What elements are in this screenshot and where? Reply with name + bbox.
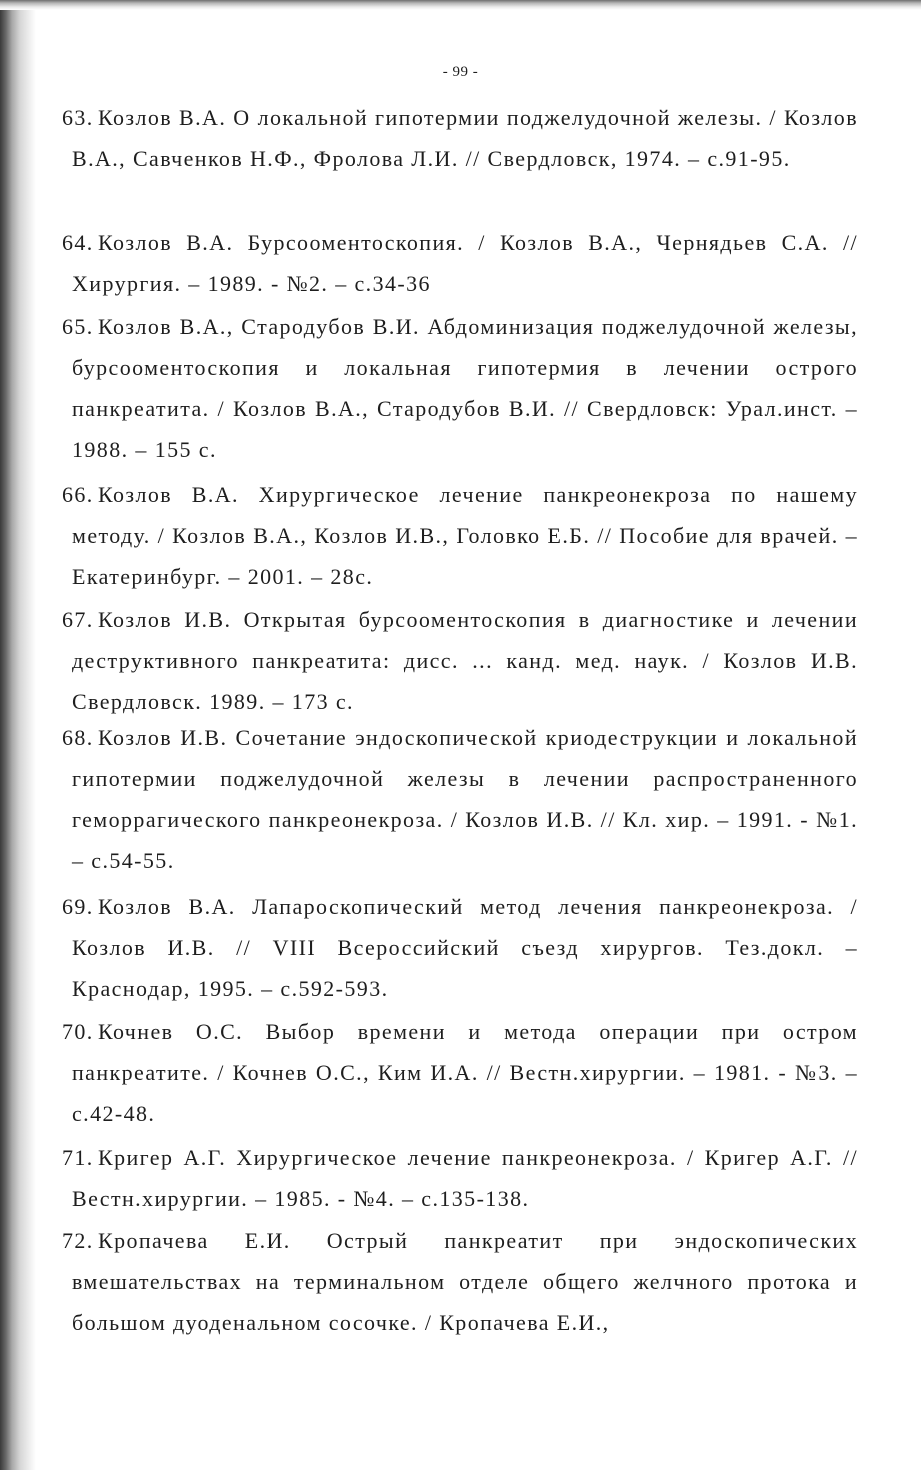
entry-number: 70. <box>62 1019 94 1044</box>
entry-number: 63. <box>62 105 94 130</box>
bibliography-entry <box>62 222 858 304</box>
entry-text: Козлов И.В. Сочетание эндоскопической криодеструкции и локальной гипотермии поджелудочной железы в лечении распространенного геморрагического панкреонекроза. / Козлов И.В. // Кл. хир. – 1991. - №1. – с.54-55. <box>72 725 858 873</box>
bibliography-entry <box>62 474 858 597</box>
bibliography-entry <box>62 886 858 1009</box>
entry-number: 64. <box>62 230 94 255</box>
entry-text: Козлов В.А. Хирургическое лечение панкреонекроза по нашему методу. / Козлов В.А., Козлов И.В., Головко Е.Б. // Пособие для врачей. – Екатеринбург. – 2001. – 28с. <box>72 482 858 589</box>
entry-text: Кочнев О.С. Выбор времени и метода операции при остром панкреатите. / Кочнев О.С., Ким И.А. // Вестн.хирургии. – 1981. - №3. – с.42-48. <box>72 1019 858 1126</box>
bibliography-entry <box>62 97 858 179</box>
entry-text: Козлов В.А. Лапароскопический метод лечения панкреонекроза. / Козлов И.В. // VIII Всероссийский съезд хирургов. Тез.докл. – Краснодар, 1995. – с.592-593. <box>72 894 858 1001</box>
entry-text: Козлов И.В. Открытая бурсооментоскопия в диагностике и лечении деструктивного панкреатита: дисс. ... канд. мед. наук. / Козлов И.В. Свердловск. 1989. – 173 с. <box>72 607 858 714</box>
entry-number: 67. <box>62 607 94 632</box>
page-number: - 99 - <box>442 64 479 80</box>
scan-edge-left <box>0 0 36 1470</box>
bibliography-entry <box>62 1011 858 1134</box>
bibliography-entry <box>62 599 858 722</box>
entry-text: Козлов В.А., Стародубов В.И. Абдоминизация поджелудочной железы, бурсооментоскопия и локальная гипотермия в лечении острого панкреатита. / Козлов В.А., Стародубов В.И. // Свердловск: Урал.инст. – 1988. – 155 с. <box>72 314 858 462</box>
entry-text: Козлов В.А. Бурсооментоскопия. / Козлов В.А., Чернядьев С.А. // Хирургия. – 1989. - №2. – с.34-36 <box>72 230 858 296</box>
entry-number: 68. <box>62 725 94 750</box>
entry-number: 72. <box>62 1228 94 1253</box>
bibliography-entry <box>62 1137 858 1219</box>
entry-number: 65. <box>62 314 94 339</box>
entry-text: Кропачева Е.И. Острый панкреатит при эндоскопических вмешательствах на терминальном отделе общего желчного протока и большом дуоденальном сосочке. / Кропачева Е.И., <box>72 1228 858 1335</box>
entry-number: 66. <box>62 482 94 507</box>
bibliography-entry <box>62 717 858 881</box>
bibliography-entry <box>62 306 858 470</box>
bibliography-entry <box>62 1220 858 1343</box>
entry-number: 71. <box>62 1145 94 1170</box>
entry-text: Козлов В.А. О локальной гипотермии поджелудочной железы. / Козлов В.А., Савченков Н.Ф., Фролова Л.И. // Свердловск, 1974. – с.91-95. <box>72 105 858 171</box>
entry-number: 69. <box>62 894 94 919</box>
scan-edge-top <box>0 0 921 10</box>
entry-text: Кригер А.Г. Хирургическое лечение панкреонекроза. / Кригер А.Г. // Вестн.хирургии. – 1985. - №4. – с.135-138. <box>72 1145 858 1211</box>
